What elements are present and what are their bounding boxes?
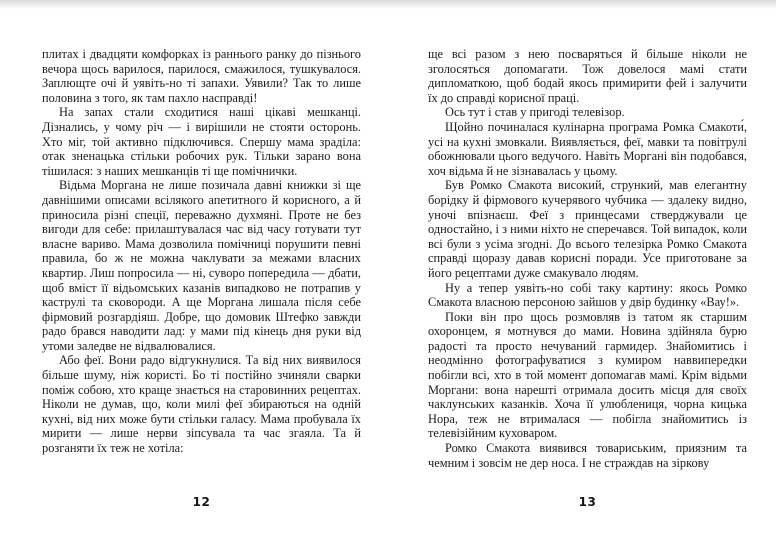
paragraph: плитах і двадцяти комфорках із раннього ранку до пізнього вечора щось варилося, парилося, смажилося, тушкувалося. Заплющте очі й уявіть-но ті запахи. Уявили? Так то лише половина з того, як там пахло насправді!: [42, 47, 361, 105]
paragraph: ще всі разом з нею посваряться й більше ніколи не зголосяться допомагати. Тож довелося мамі стати дипломаткою, щоб бодай якось примирити фей і залучити їх до справді корисної праці.: [428, 47, 747, 105]
paragraph: Ось тут і став у пригоді телевізор.: [445, 105, 625, 120]
window-top-shadow: [0, 0, 776, 9]
page-right: [428, 47, 747, 509]
paragraph: Поки він про щось розмовляв із татом як старшим охоронцем, я мотнувся до мами. Новина здійняла бурю радості та просто нечуваний гармидер. Знайомитись і неодмінно фотографуватися з кумиром наввипередки побігли всі, хто в той момент допомагав мамі. Крім відьми Моргани: вона нарешті отримала досить місця для своїх чаклунських казанків. Хоча її улюблениця, чорна кицька Нора, теж не втрималася — побігла знайомитись із телевізійним куховаром.: [428, 309, 747, 441]
paragraph: Ромко Смакота виявився товариським, приязним та чемним і зовсім не дер носа. І не страждав на зіркову: [428, 441, 747, 470]
paragraph: Щойно починалася кулінарна програма Ромка Смакоти́, усі на кухні змовкали. Виявляється, феї, мавки та повітрулі обожнювали цього ведучого. Навіть Моргані він подобався, хоч відьма й не зізнавалась у цьому.: [428, 119, 747, 178]
paragraph: Ну а тепер уявіть-но собі таку картину: якось Ромко Смакота власною персоною зайшов у двір будинку «Вау!».: [428, 280, 747, 310]
page-number-left: 12: [192, 495, 211, 509]
page-left: [42, 47, 361, 509]
paragraph: Відьма Моргана не лише позичала давні книжки зі ще давнішими описами всілякого апетитного й корисного, а й приносила різні спеції, переважно духмяні. Проте не без вигоди для себе: прилаштувалася час від часу готувати тут власне вариво. Мама дозволила помічниці порушити певні правила, бо ж не можна чаклувати за межами власних квартир. Лиш попросила — ні, суворо попередила — дбати, щоб вміст її відьомських казанів випадково не потрапив у каструлі та сковороди. А ще Моргана лишала після себе фірмовий розгардіяш. Добре, що домовик Штефко завжди радо брався наводити лад: у мами під кінець дня руки від утоми заледве не відвалювалися.: [42, 178, 361, 353]
page-right-text: [428, 47, 747, 470]
page-number-right: 13: [578, 495, 597, 509]
paragraph: Був Ромко Смакота високий, стрункий, мав елегантну борідку й фірмового кучерявого чубчика — здалеку видно, уночі впізнаєш. Феї з принцесами стверджували це одностайно, і з ними ніхто не сперечався. Той випадок, коли всі були з усіма згодні. До всього телезірка Ромко Смакота справді щоразу давав корисні поради. Усе приготоване за його рецептами дуже смакувало людям.: [428, 178, 747, 280]
page-left-text: [42, 47, 361, 470]
paragraph: Або феї. Вони радо відгукнулися. Та від них виявилося більше шуму, ніж користі. Бо ті постійно зчиняли сварки поміж собою, хто краще знається на старовинних рецептах. Ніколи не думав, що, коли милі феї збираються на одній кухні, від них може бути стільки галасу. Мама пробувала їх мирити — лише нерви зіпсувала та час згаяла. Та й розганяти їх теж не хотіла:: [42, 353, 361, 456]
book-spread: [0, 47, 747, 509]
paragraph: На запах стали сходитися наші цікаві мешканці. Дізнались, у чому річ — і вирішили не стояти осторонь. Хто міг, той активно підключився. Спершу мама зраділа: отак зненацька стільки робочих рук. Тільки зарано вона тішилася: з наших мешканців ті ще помічнички.: [42, 105, 361, 178]
